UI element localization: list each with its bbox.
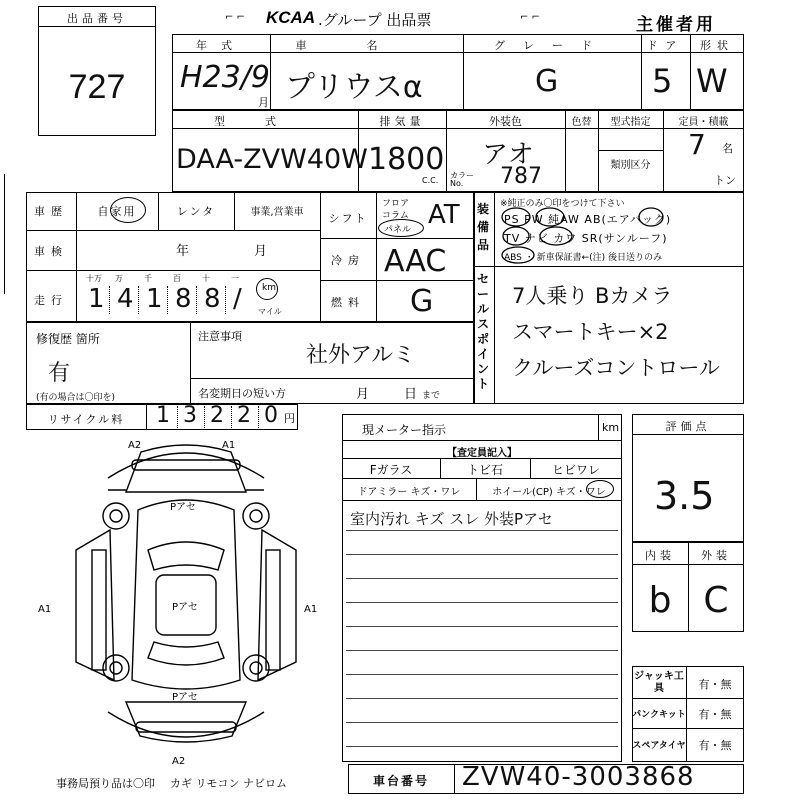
mark-trunk: Pアセ [172, 692, 198, 703]
abs-circle [502, 247, 534, 263]
exterior-color-value: アオ [482, 140, 534, 170]
mileage-digit-label: 一 [231, 274, 239, 283]
rental-option: レンタ [176, 205, 216, 218]
classification-label: 類別区分 [610, 160, 651, 171]
mileage-digit: 8 [175, 284, 192, 314]
puncture-kit-option: 有・無 [698, 708, 732, 721]
rear-window-outline [148, 642, 224, 665]
mileage-digit: 1 [88, 284, 105, 314]
brand-logo: KCAA [266, 8, 316, 27]
wheel-front-right [243, 503, 269, 529]
chip-label: トビ石 [466, 463, 503, 477]
wheel-front-left [103, 503, 129, 529]
wheel-rear-left [103, 655, 129, 681]
sales-point-line1: 7人乗り Bカメラ [512, 284, 673, 308]
office-items: カギ リモコン ナビロム [170, 777, 287, 790]
wheel-rear-right [243, 655, 269, 681]
crack-label: ヒビワレ [551, 463, 600, 477]
equipment-line3: ABS ・ 新車保証書←(注) 後日送りのみ [504, 253, 663, 263]
private-use-circle [110, 197, 146, 223]
mileage-label: 走行 [34, 294, 68, 307]
expiry-until: まで [422, 391, 441, 401]
recycle-fee-label: リサイクル料 [47, 413, 125, 426]
chassis-value: ZVW40-3003868 [462, 762, 695, 792]
exterior-value: C [703, 580, 729, 621]
interior-value: b [648, 580, 672, 621]
score-label: 評価点 [665, 420, 711, 433]
shape-value: W [696, 62, 728, 100]
mark-right-side: A1 [304, 604, 318, 615]
role-label: 主催者用 [636, 15, 716, 35]
mileage-digit-separator [225, 286, 226, 314]
comment-ruled-line [346, 698, 618, 699]
mileage-digit-label: 十 [202, 274, 210, 283]
expiry-month-unit: 月 [356, 387, 370, 402]
recycle-fee-separator [258, 406, 259, 428]
displacement-label: 排気量 [379, 115, 425, 128]
shift-floor: フロア [382, 199, 410, 209]
f-glass-label: Fガラス [369, 463, 413, 477]
recycle-fee-digit: 1 [156, 403, 170, 428]
recycle-fee-unit: 円 [284, 412, 295, 425]
repair-history-value: 有 [48, 361, 71, 386]
cc-unit: C.C. [422, 176, 439, 185]
doors-value: 5 [652, 62, 673, 100]
exterior-label: 外装 [701, 549, 731, 562]
car-name-value: プリウスα [285, 70, 423, 105]
ton-unit: トン [714, 174, 736, 187]
sales-point-label: セールスポイント [477, 272, 490, 391]
jack-option: 有・無 [698, 678, 732, 691]
mileage-digit-separator [167, 286, 168, 314]
mile-unit: マイル [258, 307, 282, 316]
equipment-line2: TV ナビ カワ SR(サンルーフ) [504, 232, 668, 245]
shift-label: シフト [328, 212, 368, 225]
mark-front-right: A1 [222, 440, 236, 451]
jack-label: ジャッキ工具 [634, 671, 684, 694]
fuel-value: G [410, 284, 434, 319]
mileage-digit: 8 [204, 284, 221, 314]
mark-roof: Pアセ [172, 602, 198, 613]
mileage-digit: 4 [117, 284, 134, 314]
notes-label: 注意事項 [198, 330, 242, 343]
mileage-digit-label: 百 [173, 274, 181, 283]
front-bumper-outline [132, 460, 240, 470]
right-side-skirt [266, 550, 280, 670]
recycle-fee-digit: 3 [183, 403, 197, 428]
mileage-digit-separator [109, 286, 110, 314]
score-value: 3.5 [654, 474, 715, 518]
mileage-digit: 1 [146, 284, 163, 314]
comment-ruled-line [346, 674, 618, 675]
fuel-label: 燃料 [331, 296, 365, 309]
spare-wheel-top [110, 510, 122, 522]
header-marks-right: ⌐ ⌐ [520, 12, 540, 23]
tv-circle [503, 227, 529, 245]
color-change-label: 色替 [571, 117, 592, 128]
capacity-label: 定員・積載 [678, 117, 729, 128]
comment-ruled-line [346, 602, 618, 603]
expiry-label: 名変期日の短い方 [198, 387, 286, 400]
displacement-value: 1800 [368, 142, 445, 177]
history-label: 車歴 [34, 205, 68, 218]
navi-circle [540, 227, 572, 245]
car-damage-diagram [36, 430, 336, 770]
left-side-skirt [92, 550, 106, 670]
shape-label: 形状 [700, 39, 734, 52]
door-mirror-label: ドアミラー キズ・ワレ [357, 487, 461, 498]
recycle-fee-separator [204, 406, 205, 428]
persons-unit: 名 [722, 142, 733, 155]
km-circle [256, 278, 278, 300]
model-designation-label: 型式指定 [610, 117, 651, 128]
equipment-label: 装備品 [477, 202, 490, 252]
equipment-line1: PS PW 純AW AB(エアバック) [504, 213, 672, 226]
inspector-title: 【査定員記入】 [447, 448, 517, 459]
color-no-label: カラーNo. [450, 171, 474, 188]
notes-value: 社外アルミ [306, 343, 416, 368]
office-note: 事務局預り品は〇印 [56, 777, 155, 790]
spare-tire-label: スペアタイヤ [632, 741, 686, 751]
body-top-outline [132, 500, 240, 689]
header-marks: ⌐ ⌐ [225, 12, 245, 23]
mark-rear: A2 [172, 756, 186, 767]
inspection-label: 車検 [34, 245, 68, 258]
year-value: H23/9 [180, 60, 270, 95]
repair-history-note: (有の場合は〇印を) [36, 393, 116, 403]
recycle-fee-digit: 2 [237, 403, 251, 428]
sales-point-line3: クルーズコントロール [512, 356, 720, 380]
comment-ruled-line [346, 578, 618, 579]
inspection-year-unit: 年 [176, 244, 190, 259]
comment-ruled-line [346, 626, 618, 627]
ps-circle [502, 208, 530, 226]
shift-panel: パネル [384, 225, 412, 235]
year-month-unit: 月 [258, 96, 269, 109]
capacity-value: 7 [688, 128, 706, 161]
sales-point-line2: スマートキー×2 [512, 320, 669, 344]
mileage-digit-separator [138, 286, 139, 314]
color-no-value: 787 [500, 164, 542, 189]
left-edge-mark [4, 174, 5, 294]
grade-value: G [535, 64, 559, 99]
interior-label: 内装 [645, 549, 675, 562]
inspector-comment: 室内汚れ キズ スレ 外装Pアセ [350, 510, 553, 528]
mileage-digit-label: 十万 [86, 274, 102, 283]
pw-circle [536, 208, 564, 226]
mark-front-left: A2 [128, 440, 142, 451]
mark-left-side: A1 [38, 604, 52, 615]
meter-label: 現メーター指示 [362, 423, 447, 437]
equipment-circles [474, 192, 744, 266]
repair-history-label: 修復歴 箇所 [36, 332, 100, 346]
lot-number-label: 出品番号 [67, 12, 127, 25]
panel-circle [378, 219, 424, 237]
equipment-note: ※純正のみ〇印をつけて下さい [500, 199, 625, 209]
rear-bumper-outline [136, 722, 236, 732]
model-label: 型式 [214, 115, 316, 128]
mark-hood: Pアセ [170, 502, 196, 513]
lot-number-value: 727 [68, 68, 126, 106]
comment-ruled-line [346, 722, 618, 723]
doors-label: ドア [646, 39, 685, 52]
mileage-digit-separator [196, 286, 197, 314]
year-label: 年式 [196, 39, 246, 52]
car-name-label: 車名 [295, 39, 438, 52]
inspection-month-unit: 月 [254, 244, 268, 259]
front-view-outline [126, 445, 246, 492]
exterior-color-label: 外装色 [489, 115, 522, 128]
puncture-kit-label: パンクキット [632, 710, 686, 720]
mileage-digit-label: 千 [144, 274, 152, 283]
wheel-scratch-circle [586, 480, 614, 498]
shift-column: コラム [382, 211, 409, 221]
spare-tire-option: 有・無 [698, 739, 732, 752]
windshield-outline [148, 542, 224, 570]
shift-value: AT [428, 200, 460, 230]
comment-ruled-line [346, 530, 618, 531]
header-title: .グループ 出品票 [318, 11, 432, 29]
comment-ruled-line [346, 746, 618, 747]
chassis-label: 車台番号 [372, 774, 429, 788]
comment-ruled-line [346, 554, 618, 555]
mileage-digit: / [233, 284, 242, 314]
model-value: DAA-ZVW40W [176, 144, 368, 175]
mileage-digit-label: 万 [115, 274, 123, 283]
ac-value: AAC [384, 244, 447, 279]
km-unit: km [262, 283, 276, 293]
private-use-option: 自家用 [97, 205, 137, 218]
recycle-fee-digit: 0 [264, 403, 278, 428]
comment-ruled-line [346, 650, 618, 651]
ab-circle [639, 208, 663, 226]
recycle-fee-separator [177, 406, 178, 428]
grade-label: グレード [494, 39, 610, 52]
expiry-day-unit: 日 [404, 387, 418, 402]
meter-unit: km [602, 421, 620, 434]
business-option: 事業,営業車 [250, 207, 304, 218]
recycle-fee-separator [231, 406, 232, 428]
wheel-label: ホイール(CP) キズ・ワレ [492, 487, 606, 498]
ac-label: 冷房 [331, 254, 365, 267]
recycle-fee-digit: 2 [210, 403, 224, 428]
